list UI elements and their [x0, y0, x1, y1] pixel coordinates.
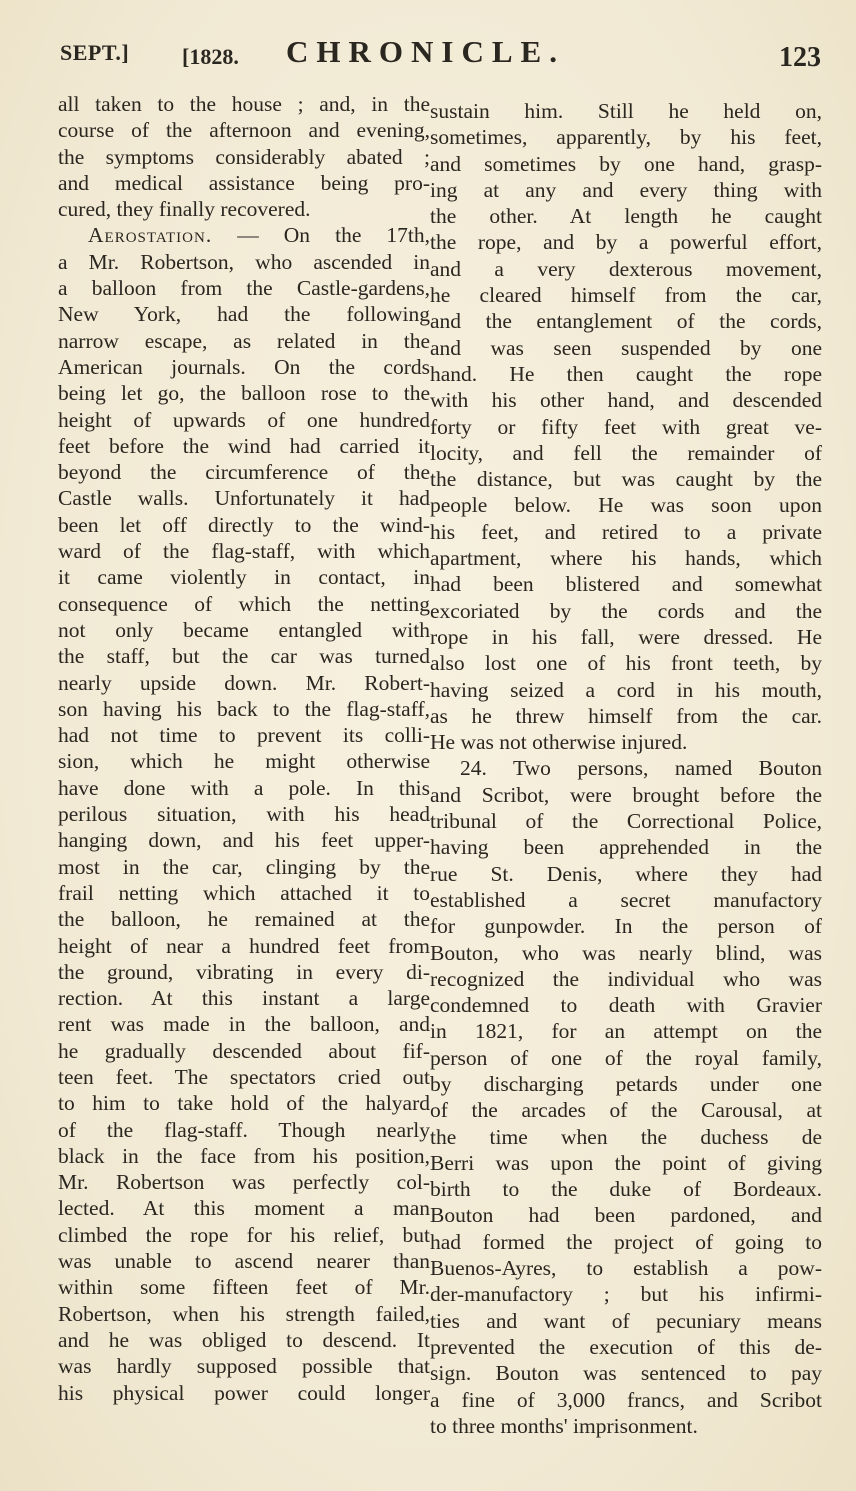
text-line: within some fifteen feet of Mr. — [58, 1275, 430, 1300]
text-line: rection. At this instant a large — [58, 986, 430, 1011]
right-column — [430, 98, 822, 1439]
text-line: birth to the duke of Bordeaux. — [430, 1177, 822, 1202]
text-line: He was not otherwise injured. — [430, 730, 688, 755]
text-line: ward of the flag-staff, with which — [58, 539, 430, 564]
text-line: 24. Two persons, named Bouton — [460, 756, 822, 781]
text-line: been let off directly to the wind- — [58, 512, 430, 537]
text-line: course of the afternoon and evening, — [58, 118, 430, 143]
text-line: the ground, vibrating in every di- — [58, 959, 430, 984]
text-line: a Mr. Robertson, who ascended in — [58, 249, 430, 274]
text-line: having been apprehended in the — [430, 835, 822, 860]
text-line: excoriated by the cords and the — [430, 598, 822, 623]
page-number: 123 — [779, 42, 821, 73]
text-line: the symptoms considerably abated ; — [58, 144, 430, 169]
text-line: his physical power could longer — [58, 1380, 430, 1405]
text-line: apartment, where his hands, which — [430, 546, 822, 571]
text-line: a balloon from the Castle-gardens, — [58, 276, 430, 301]
text-line: by discharging petards under one — [430, 1071, 822, 1096]
text-line: and he was obliged to descend. It — [58, 1327, 430, 1352]
text-line: and medical assistance being pro- — [58, 170, 430, 195]
text-line: cured, they finally recovered. — [58, 197, 311, 222]
text-line: and Scribot, were brought before the — [430, 782, 822, 807]
text-line: the rope, and by a powerful effort, — [430, 230, 822, 255]
text-line: he gradually descended about fif- — [58, 1038, 430, 1063]
text-line: also lost one of his front teeth, by — [430, 651, 822, 676]
text-line: and sometimes by one hand, grasp- — [430, 151, 822, 176]
text-line: locity, and fell the remainder of — [430, 440, 822, 465]
text-line: hand. He then caught the rope — [430, 361, 822, 386]
text-line: person of one of the royal family, — [430, 1045, 822, 1070]
text-line: Castle walls. Unfortunately it had — [58, 486, 430, 511]
text-line: sometimes, apparently, by his feet, — [430, 125, 822, 150]
text-line: with his other hand, and descended — [430, 388, 822, 413]
text-line: all taken to the house ; and, in the — [58, 92, 430, 116]
text-line: and a very dexterous movement, — [430, 256, 822, 281]
left-column — [58, 91, 430, 1406]
section-heading: Aerostation. — [88, 223, 213, 248]
text-line: narrow escape, as related in the — [58, 328, 430, 353]
text-line: people below. He was soon upon — [430, 493, 822, 518]
text-line: Bouton had been pardoned, and — [430, 1203, 822, 1228]
text-line: had not time to prevent its colli- — [58, 723, 430, 748]
text-line: — On the 17th, — [237, 223, 430, 248]
text-line: Bouton, who was nearly blind, was — [430, 940, 822, 965]
text-line: condemned to death with Gravier — [430, 993, 822, 1018]
text-line: having seized a cord in his mouth, — [430, 677, 822, 702]
text-line: climbed the rope for his relief, but — [58, 1222, 430, 1247]
text-line: hanging down, and his feet upper- — [58, 828, 430, 853]
text-line: established a secret manufactory — [430, 887, 822, 912]
text-line: and was seen suspended by one — [430, 335, 822, 360]
text-line: had formed the project of going to — [430, 1229, 822, 1254]
header-year: [1828. — [182, 44, 239, 69]
text-line: most in the car, clinging by the — [58, 854, 430, 879]
text-line: New York, had the following — [58, 302, 430, 327]
text-line: forty or fifty feet with great ve- — [430, 414, 822, 439]
text-line: as he threw himself from the car. — [430, 703, 822, 728]
text-line: American journals. On the cords — [58, 354, 430, 379]
text-line: being let go, the balloon rose to the — [58, 381, 430, 406]
text-line: tribunal of the Correctional Police, — [430, 809, 822, 834]
text-line: feet before the wind had carried it — [58, 433, 430, 458]
text-line: recognized the individual who was — [430, 966, 822, 991]
text-line: the balloon, he remained at the — [58, 907, 430, 932]
text-line: rope in his fall, were dressed. He — [430, 624, 822, 649]
text-line: sustain him. Still he held on, — [430, 99, 822, 123]
text-line: Buenos-Ayres, to establish a pow- — [430, 1256, 822, 1281]
text-line: height of upwards of one hundred — [58, 407, 430, 432]
text-line: was hardly supposed possible that — [58, 1354, 430, 1379]
text-line: for gunpowder. In the person of — [430, 914, 822, 939]
text-line: in 1821, for an attempt on the — [430, 1019, 822, 1044]
text-line: frail netting which attached it to — [58, 880, 430, 905]
header-title: CHRONICLE. — [286, 34, 565, 69]
text-line: nearly upside down. Mr. Robert- — [58, 670, 430, 695]
text-line: his feet, and retired to a private — [430, 519, 822, 544]
text-line: and the entanglement of the cords, — [430, 309, 822, 334]
text-line: black in the face from his position, — [58, 1143, 430, 1168]
text-line: rent was made in the balloon, and — [58, 1012, 430, 1037]
text-line: consequence of which the netting — [58, 591, 430, 616]
text-line: beyond the circumference of the — [58, 460, 430, 485]
text-line: the staff, but the car was turned — [58, 644, 430, 669]
text-line: son having his back to the flag-staff, — [58, 696, 430, 721]
text-line: of the arcades of the Carousal, at — [430, 1098, 822, 1123]
text-line: lected. At this moment a man — [58, 1196, 430, 1221]
text-line: perilous situation, with his head — [58, 802, 430, 827]
text-line: had been blistered and somewhat — [430, 572, 822, 597]
text-line: der-manufactory ; but his infirmi- — [430, 1282, 822, 1307]
text-line: sign. Bouton was sentenced to pay — [430, 1361, 822, 1386]
text-line: the time when the duchess de — [430, 1124, 822, 1149]
text-line: to him to take hold of the halyard — [58, 1091, 430, 1116]
text-line: sion, which he might otherwise — [58, 749, 430, 774]
text-line: the distance, but was caught by the — [430, 467, 822, 492]
text-line: prevented the execution of this de- — [430, 1334, 822, 1359]
text-line: not only became entangled with — [58, 617, 430, 642]
section-heading-line — [58, 222, 430, 248]
header-month: SEPT.] — [60, 40, 130, 65]
running-head — [56, 30, 821, 80]
text-line: the other. At length he caught — [430, 204, 822, 229]
text-line: have done with a pole. In this — [58, 775, 430, 800]
text-line: a fine of 3,000 francs, and Scribot — [430, 1387, 822, 1412]
text-line: height of near a hundred feet from — [58, 933, 430, 958]
text-line: it came violently in contact, in — [58, 565, 430, 590]
text-line: Mr. Robertson was perfectly col- — [58, 1170, 430, 1195]
text-line: ing at any and every thing with — [430, 177, 822, 202]
text-line: was unable to ascend nearer than — [58, 1249, 430, 1274]
text-line: ties and want of pecuniary means — [430, 1308, 822, 1333]
text-line: teen feet. The spectators cried out — [58, 1064, 430, 1089]
text-line: he cleared himself from the car, — [430, 283, 822, 308]
text-line: rue St. Denis, where they had — [430, 861, 822, 886]
text-line: of the flag-staff. Though nearly — [58, 1117, 430, 1142]
text-line: to three months' imprisonment. — [430, 1413, 698, 1438]
text-line: Robertson, when his strength failed, — [58, 1301, 430, 1326]
text-line: Berri was upon the point of giving — [430, 1150, 822, 1175]
